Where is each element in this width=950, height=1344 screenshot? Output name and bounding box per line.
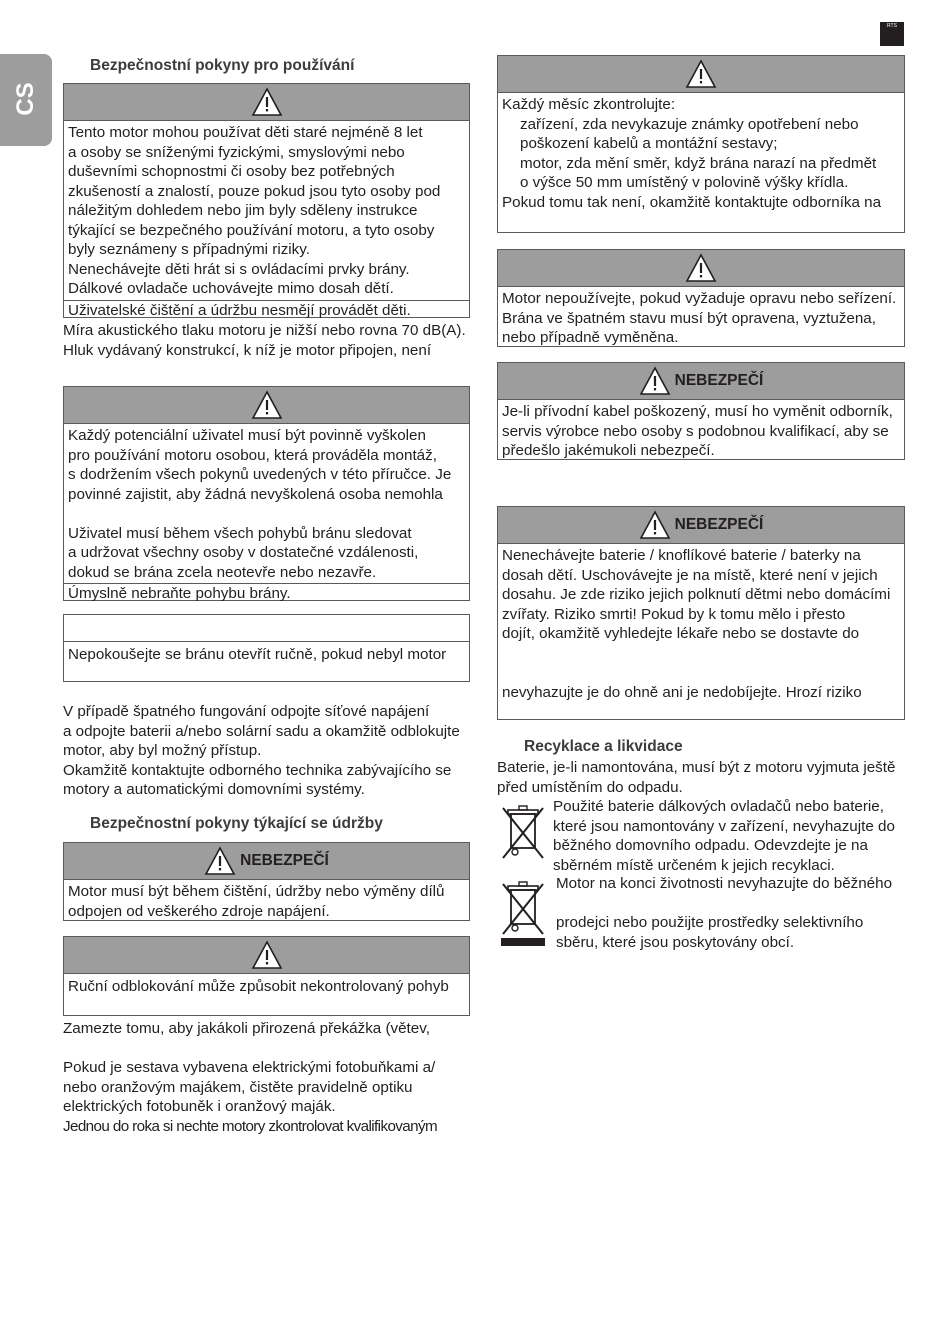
warning-text: Tento motor mohou používat děti staré nejméně 8 let a osoby se sníženými fyzickými, smyslovými nebo duševními schopnostmi či osoby bez potřebných zkušeností a znalostí, pouze pokud jsou tyto osoby pod náležitým dohledem nebo jim byly sděleny instrukce týkající se bezpečného používání motoru, a tyto osoby byly seznámeny s případnými riziky. Nenechávejte děti hrát si s ovládacími prvky brány. Dálkové ovladače uchovávejte mimo dosah dětí. Uživatelské čištění a údržbu nesmějí provádět děti. [64, 121, 469, 320]
danger-text: Nenechávejte baterie / knoflíkové baterie / baterky na dosah dětí. Uschovávejte je na místě, které není v jejich dosahu. Je zde riziko jejich polknutí dětmi nebo domácími zvířaty. Riziko smrti! Pokud by k tomu mělo i přesto dojít, okamžitě vyhledejte lékaře nebo se dostavte do nevyhazujte je do ohně ani je nedobíjejte. Hrozí riziko [502, 547, 891, 701]
warning-triangle-icon [204, 846, 236, 876]
warning-box-training [63, 386, 470, 601]
warning-bar [498, 250, 904, 287]
warning-box-monthly-check [497, 55, 905, 233]
warning-bar [64, 937, 469, 974]
warning-box-children [63, 83, 470, 318]
warning-box-unlock [63, 936, 470, 1016]
warning-triangle-icon [251, 87, 283, 117]
danger-title: NEBEZPEČÍ [674, 516, 764, 533]
section-heading-maintenance: Bezpečnostní pokyny týkající se údržby [90, 815, 383, 832]
warning-text: Motor nepoužívejte, pokud vyžaduje opravu nebo seřízení. Brána ve špatném stavu musí být opravena, vyztužena, nebo případně vyměněna. [502, 290, 897, 346]
warning-triangle-icon [685, 59, 717, 89]
empty-bar [64, 615, 469, 642]
warning-text: Každý potenciální uživatel musí být povinně vyškolen pro používání motoru osobou, která prováděla montáž, s dodržením všech pokynů uvedených v této příručce. Je povinné zajistit, aby žádná nevyškolená osoba nemohla Uživatel musí během všech pohybů bránu sledovat a udržovat všechny osoby v dostatečné vzdálenosti, dokud se brána zcela neotevře nebo nezavře. Úmyslně nebraňte pohybu brány. [64, 424, 469, 604]
danger-title: NEBEZPEČÍ [674, 372, 764, 389]
danger-title: NEBEZPEČÍ [240, 852, 329, 869]
danger-text: Motor musí být během čištění, údržby nebo výměny dílů odpojen od veškerého zdroje napájení. [68, 883, 445, 920]
danger-box-power [63, 842, 470, 921]
section-heading-recycling: Recyklace a likvidace [524, 738, 683, 755]
warning-triangle-icon [639, 366, 671, 396]
section-heading-usage: Bezpečnostní pokyny pro používání [90, 57, 355, 74]
crossed-bin-weee-icon [499, 878, 547, 948]
warning-text: Ruční odblokování může způsobit nekontrolovaný pohyb [68, 978, 449, 995]
paragraph-battery-removal: Baterie, je-li namontována, musí být z motoru vyjmuta ještě před umístěním do odpadu. [497, 759, 896, 796]
crossed-bin-battery-icon [499, 802, 547, 860]
warning-bar [64, 387, 469, 424]
warning-bar [498, 56, 904, 93]
warning-triangle-icon [251, 390, 283, 420]
danger-box-cable [497, 362, 905, 460]
paragraph-malfunction: V případě špatného fungování odpojte síťové napájení a odpojte baterii a/nebo solární sadu a okamžitě odblokujte motor, aby byl možný přístup. Okamžitě kontaktujte odborného technika zabývajícího se motory a automatickými domovními systémy. [63, 703, 460, 798]
danger-box-batteries [497, 506, 905, 720]
danger-bar [64, 843, 469, 880]
paragraph-noise: Míra akustického tlaku motoru je nižší nebo rovna 70 dB(A). Hluk vydávaný konstrukcí, k níž je motor připojen, není [63, 322, 466, 359]
danger-bar [498, 507, 904, 544]
brand-logo: RTS [880, 22, 904, 46]
paragraph-motor-disposal: Motor na konci životnosti nevyhazujte do běžného prodejci nebo použijte prostředky selektivního sběru, které jsou poskytovány obcí. [556, 875, 893, 951]
paragraph-battery-disposal: Použité baterie dálkových ovladačů nebo baterie, které jsou namontovány v zařízení, nevyhazujte do běžného domovního odpadu. Odevzdejte je na sběrném místě určeném k jejich recyklaci. [553, 798, 895, 874]
warning-triangle-icon [639, 510, 671, 540]
warning-text: Každý měsíc zkontrolujte: zařízení, zda nevykazuje známky opotřebení nebo poškození kabelů a montážní sestavy; motor, zda mění směr, když brána narazí na předmět o výšce 50 mm umístěný v polovině výšky křídla. Pokud tomu tak není, okamžitě kontaktujte odborníka na [502, 96, 882, 211]
danger-bar [498, 363, 904, 400]
language-code: CS [12, 82, 39, 116]
warning-bar [64, 84, 469, 121]
warning-triangle-icon [251, 940, 283, 970]
paragraph-maintenance: Zamezte tomu, aby jakákoli přirozená překážka (větev, Pokud je sestava vybavena elektrickými fotobuňkami a/ nebo oranžovým majákem, čistěte pravidelně optiku elektrických fotobuněk i oranžový maják. Jednou do roka si nechte motory zkontrolovat kvalifikovaným [63, 1020, 438, 1135]
warning-triangle-icon [685, 253, 717, 283]
danger-text: Je-li přívodní kabel poškozený, musí ho vyměnit odborník, servis výrobce nebo osoby s podobnou kvalifikací, aby se předešlo jakémukoli nebezpečí. [502, 403, 893, 459]
warning-text: Nepokoušejte se bránu otevřít ručně, pokud nebyl motor [68, 646, 447, 663]
warning-box-manual-open [63, 614, 470, 682]
warning-box-repair [497, 249, 905, 347]
language-tab [0, 54, 52, 146]
